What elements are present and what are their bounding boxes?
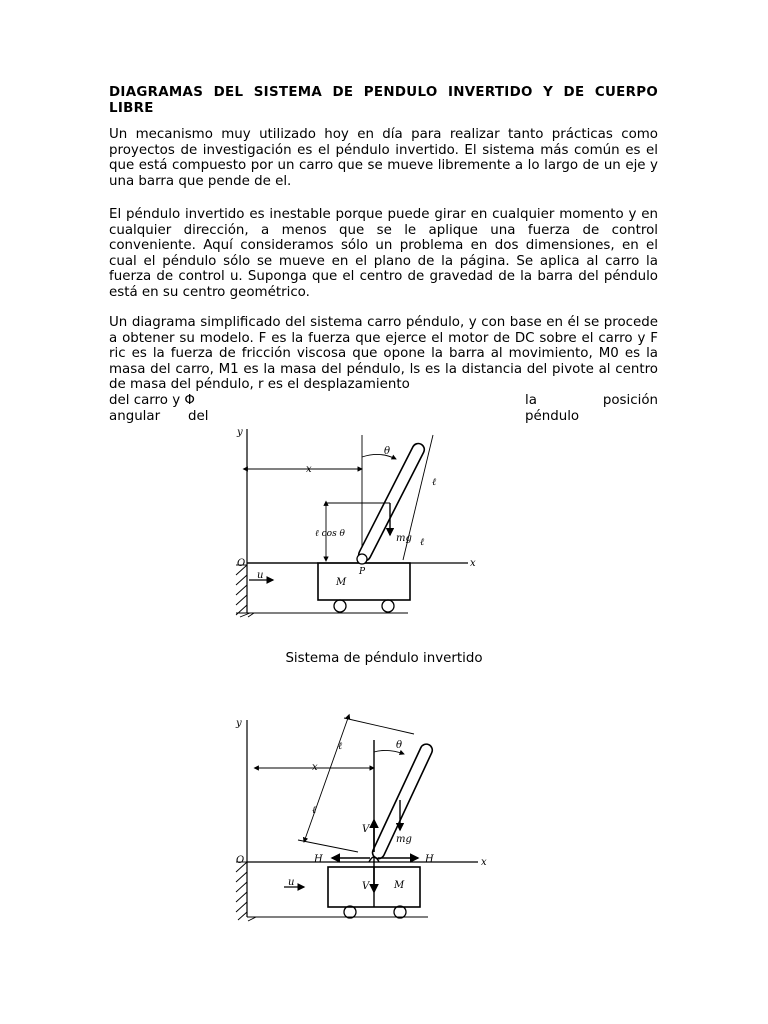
- split-line-2-right: péndulo: [525, 409, 580, 424]
- split-line-1-left: del carro y Φ: [109, 393, 195, 408]
- fig2-label-l-upper: ℓ: [338, 741, 343, 752]
- split-line-1-right: posición: [602, 393, 658, 408]
- fig1-label-pivot: P: [359, 567, 366, 577]
- fig2-label-x-dim: x: [312, 762, 318, 773]
- fig1-label-l-cos: ℓ cos θ: [315, 529, 345, 539]
- paragraph-intro: Un mecanismo muy utilizado hoy en día para realizar tanto prácticas como proyectos de investigación es el péndulo invertido. El sistema más común es el que está compuesto por un carro que se mueve libremente a lo largo de un eje y una barra que pende de el.: [109, 127, 658, 189]
- fig1-label-x-axis: x: [470, 558, 476, 569]
- fig2-label-theta: θ: [396, 740, 403, 751]
- split-line-1-mid: la: [525, 393, 537, 408]
- fig2-label-v-down: V: [362, 881, 370, 892]
- paragraph-instability: El péndulo invertido es inestable porque puede girar en cualquier momento y en cualquier dirección, a menos que se le aplique una fuerza de control conveniente. Aquí consideramos sólo un problema en dos dimensiones, en el cual el péndulo sólo se mueve en el plano de la página. Se aplica al carro la fuerza de control u. Suponga que el centro de gravedad de la barra del péndulo está en su centro geométrico.: [109, 207, 658, 300]
- fig2-label-x-axis: x: [481, 857, 487, 868]
- fig2-label-origin: O: [236, 855, 245, 866]
- fig2-label-h-right: H: [425, 854, 434, 865]
- figure-caption: Sistema de péndulo invertido: [285, 651, 483, 666]
- free-body-diagram: [228, 712, 518, 932]
- paragraph-model: Un diagrama simplificado del sistema carro péndulo, y con base en él se procede a obtener su modelo. F es la fuerza que ejerce el motor de DC sobre el carro y F ric es la fuerza de fricción viscosa que opone la barra al movimiento, M0 es la masa del carro, M1 es la masa del péndulo, ls es la distancia del pivote al centro de masa del péndulo, r es el desplazamiento: [109, 315, 658, 393]
- fig2-label-mg: mg: [396, 834, 412, 845]
- fig1-label-y: y: [237, 427, 243, 438]
- fig2-label-u: u: [288, 877, 295, 888]
- fig2-label-l-lower: ℓ: [312, 805, 317, 816]
- split-line-2-left: angular: [109, 409, 161, 424]
- fig1-label-mg: mg: [396, 533, 412, 544]
- fig1-label-mass: M: [336, 577, 347, 588]
- fig1-label-theta: θ: [384, 446, 391, 457]
- fig2-label-v-up: V: [362, 824, 370, 835]
- fig1-label-l-lower: ℓ: [420, 537, 425, 548]
- fig2-label-y: y: [236, 718, 242, 729]
- fig1-label-x-dim: x: [306, 464, 312, 475]
- fig2-label-mass: M: [394, 880, 405, 891]
- fig2-label-h-left: H: [314, 854, 323, 865]
- fig1-label-l-upper: ℓ: [432, 477, 437, 488]
- fig1-label-origin: O: [237, 558, 246, 569]
- document-title: DIAGRAMAS DEL SISTEMA DE PENDULO INVERTIDO Y DE CUERPO LIBRE: [109, 85, 658, 116]
- fig1-label-u: u: [257, 570, 264, 581]
- inverted-pendulum-diagram: [228, 425, 518, 625]
- split-line-2-mid: del: [188, 409, 209, 424]
